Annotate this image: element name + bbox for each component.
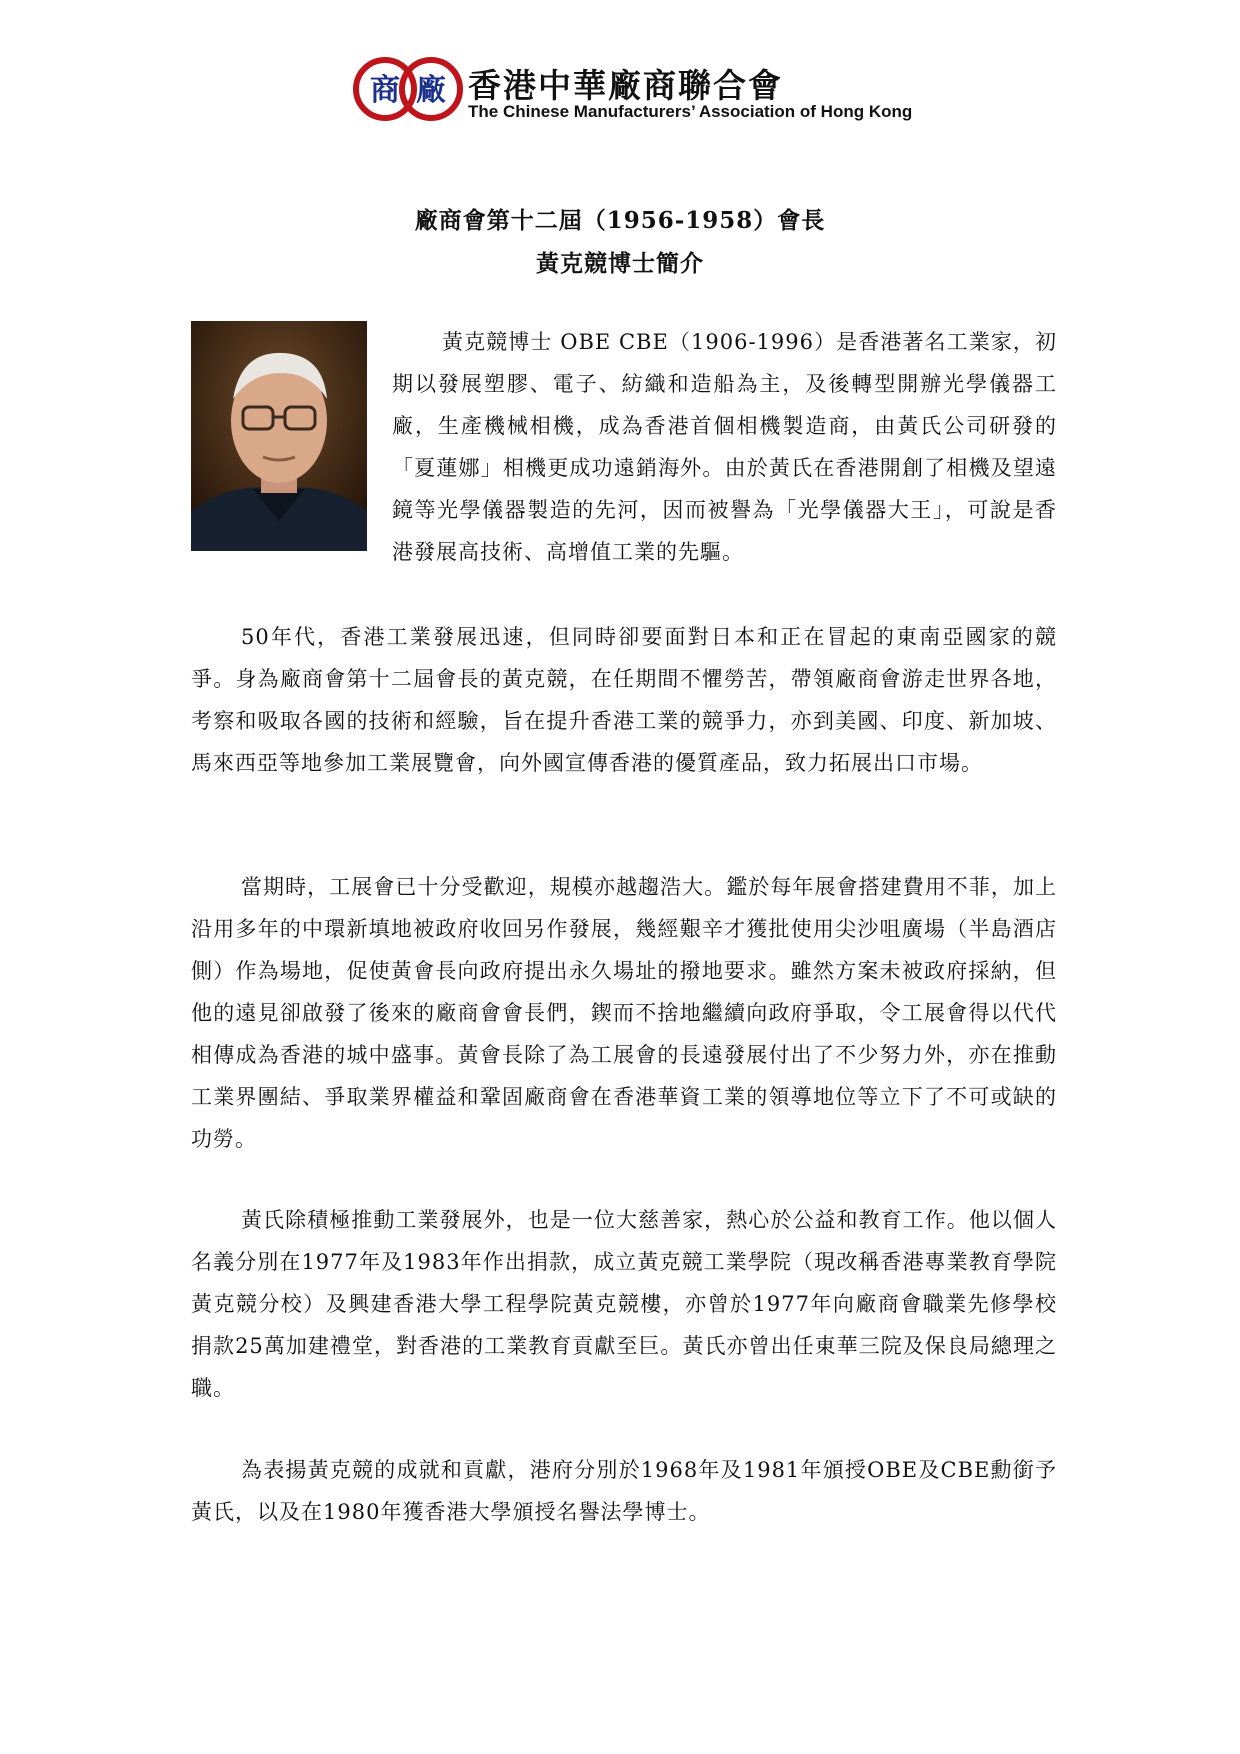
letterhead	[350, 50, 913, 130]
document-title: 廠商會第十二屆（1956-1958）會長	[414, 207, 826, 234]
association-logo	[350, 56, 466, 122]
body-paragraph-charity: 黃氏除積極推動工業發展外，也是一位大慈善家，熱心於公益和教育工作。他以個人名義分別在1977年及1983年作出捐款，成立黃克競工業學院（現改稱香港專業教育學院黃克競分校）及興建香港大學工程學院黃克競樓，亦曾於1977年向廠商會職業先修學校捐款25萬加建禮堂，對香港的工業教育貢獻至巨。黃氏亦曾出任東華三院及保良局總理之職。	[191, 1208, 1057, 1400]
body-paragraph-1950s: 50年代，香港工業發展迅速，但同時卻要面對日本和正在冒起的東南亞國家的競爭。身為廠商會第十二屆會長的黃克競，在任期間不懼勞苦，帶領廠商會游走世界各地，考察和吸取各國的技術和經驗，旨在提升香港工業的競爭力，亦到美國、印度、新加坡、馬來西亞等地參加工業展覽會，向外國宣傳香港的優質產品，致力拓展出口市場。	[191, 625, 1057, 775]
body-paragraph-expo: 當期時，工展會已十分受歡迎，規模亦越趨浩大。鑑於每年展會搭建費用不菲，加上沿用多年的中環新填地被政府收回另作發展，幾經艱辛才獲批使用尖沙咀廣場（半島酒店側）作為場地，促使黃會長向政府提出永久場址的撥地要求。雖然方案未被政府採納，但他的遠見卻啟發了後來的廠商會會長們，鍥而不捨地繼續向政府爭取，令工展會得以代代相傳成為香港的城中盛事。黃會長除了為工展會的長遠發展付出了不少努力外，亦在推動工業界團結、爭取業界權益和鞏固廠商會在香港華資工業的領導地位等立下了不可或缺的功勞。	[191, 875, 1057, 1151]
org-name-english: The Chinese Manufacturers’ Association of Hong Kong	[468, 102, 913, 121]
logo-right-char: 廠	[416, 73, 446, 108]
document-subtitle: 黃克競博士簡介	[536, 250, 704, 277]
intro-paragraph: 黃克競博士 OBE CBE（1906-1996）是香港著名工業家，初期以發展塑膠、電子、紡織和造船為主，及後轉型開辦光學儀器工廠，生產機械相機，成為香港首個相機製造商，由黃氏公司研發的「夏蓮娜」相機更成功遠銷海外。由於黃氏在香港開創了相機及望遠鏡等光學儀器製造的先河，因而被譽為「光學儀器大王」，可說是香港發展高技術、高增值工業的先驅。	[392, 330, 1057, 564]
org-name-chinese: 香港中華廠商聯合會	[468, 66, 783, 105]
body-paragraph-honours: 為表揚黃克競的成就和貢獻，港府分別於1968年及1981年頒授OBE及CBE勳銜予黃氏，以及在1980年獲香港大學頒授名譽法學博士。	[191, 1458, 1057, 1524]
logo-left-char: 商	[370, 73, 400, 108]
portrait-photo	[191, 321, 367, 551]
